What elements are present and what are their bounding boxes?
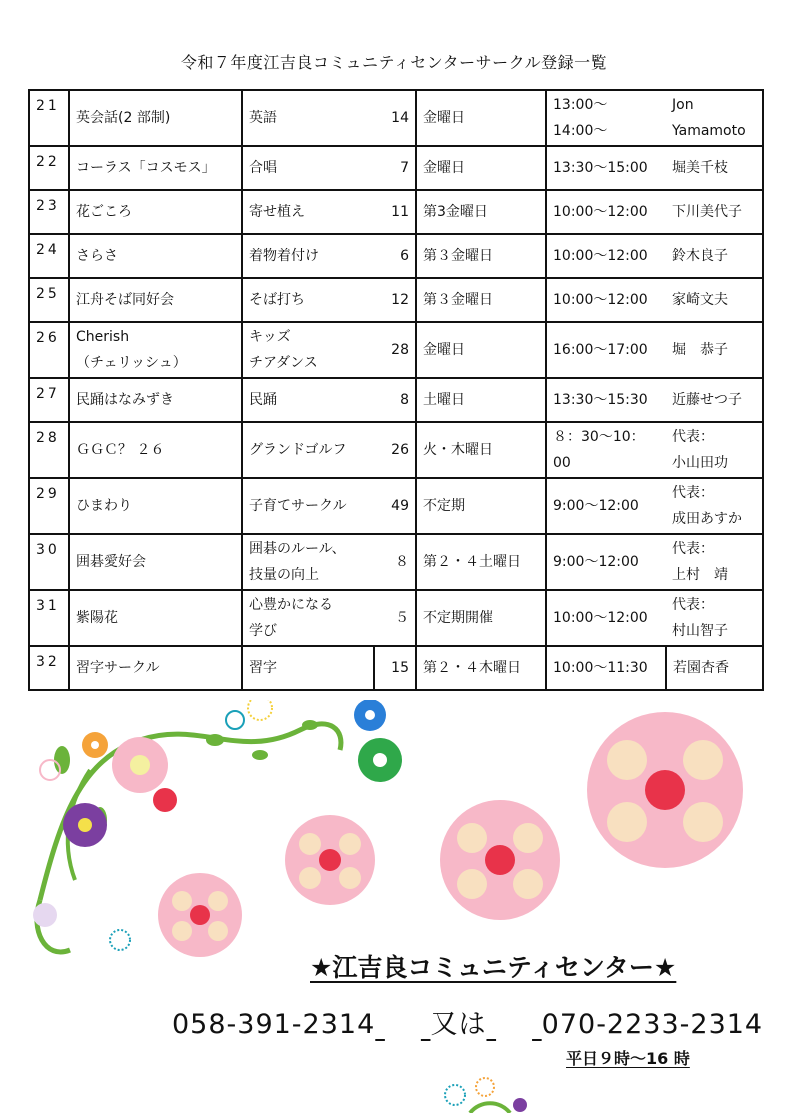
circle-activity: [242, 422, 374, 478]
circle-name-line: Cherish: [76, 329, 130, 345]
circle-activity-line: グランドゴルフ: [249, 442, 347, 458]
meeting-time-line: 10:00～12:00: [553, 610, 648, 626]
meeting-time-line: 9:00～12:00: [553, 498, 639, 514]
circle-leader: [666, 478, 763, 534]
meeting-time: [546, 422, 666, 478]
circle-activity: [242, 190, 374, 234]
circle-activity: [242, 322, 374, 378]
circle-number: 23: [29, 190, 69, 234]
meeting-day: 第3金曜日: [416, 190, 546, 234]
circle-leader: [666, 278, 763, 322]
circle-name-line: ひまわり: [76, 498, 132, 514]
meeting-time-line: 10:00～12:00: [553, 248, 648, 264]
member-count: 14: [374, 90, 416, 146]
meeting-day: 土曜日: [416, 378, 546, 422]
circle-name-line: コーラス「コスモス」: [76, 160, 216, 176]
circle-name-line: さらさ: [76, 248, 118, 264]
circle-number: 28: [29, 422, 69, 478]
flower-decoration: [0, 700, 788, 970]
bottom-flower-decoration: [430, 1075, 550, 1113]
circle-name-line: （チェリッシュ）: [76, 355, 187, 371]
meeting-time: [546, 234, 666, 278]
circle-activity: [242, 478, 374, 534]
circle-leader-line: 若園杏香: [673, 660, 729, 676]
circle-number: 32: [29, 646, 69, 690]
opening-hours: 平日９時～16 時: [566, 1049, 690, 1068]
member-count: 15: [374, 646, 416, 690]
circle-leader-line: 家崎文夫: [672, 292, 728, 308]
meeting-time: [546, 190, 666, 234]
circle-activity-line: 民踊: [249, 392, 277, 408]
circle-leader-line: 鈴木良子: [672, 248, 728, 264]
circle-leader: [666, 234, 763, 278]
circle-name: [69, 190, 242, 234]
circle-name: [69, 278, 242, 322]
circle-name: [69, 534, 242, 590]
circle-leader-line: 代表：: [672, 485, 714, 501]
member-count: 6: [374, 234, 416, 278]
table-row: [29, 146, 763, 190]
member-count: ８: [374, 534, 416, 590]
meeting-time-line: 9:00～12:00: [553, 554, 639, 570]
circle-leader-line: 小山田功: [672, 455, 728, 471]
circle-leader-line: 代表：: [672, 429, 714, 445]
circle-name-line: 囲碁愛好会: [76, 554, 146, 570]
circle-number: 30: [29, 534, 69, 590]
meeting-time: [546, 378, 666, 422]
circle-leader: [666, 422, 763, 478]
meeting-time: [546, 646, 666, 690]
phone-line: [172, 1002, 763, 1041]
circle-name: [69, 422, 242, 478]
meeting-time-line: 13:30～15:30: [553, 392, 648, 408]
circle-activity: [242, 90, 374, 146]
member-count: 7: [374, 146, 416, 190]
meeting-day: 第３金曜日: [416, 234, 546, 278]
circle-activity-line: キッズ: [249, 329, 291, 345]
table-row: [29, 234, 763, 278]
meeting-time-line: 10:00～12:00: [553, 204, 648, 220]
circle-activity: [242, 378, 374, 422]
circle-name-line: 紫陽花: [76, 610, 118, 626]
circle-activity-line: チアダンス: [249, 355, 318, 371]
meeting-time-line: 13:30～15:00: [553, 160, 648, 176]
meeting-time-line: 10:00～12:00: [553, 292, 648, 308]
circle-activity-line: 囲碁のルール、: [249, 541, 346, 557]
table-row: [29, 378, 763, 422]
page-title: 令和７年度江吉良コミュニティセンターサークル登録一覧: [180, 53, 608, 72]
circle-leader: [666, 646, 763, 690]
circle-activity: [242, 146, 374, 190]
circle-leader-line: 堀 恭子: [672, 342, 728, 358]
meeting-day: 第３金曜日: [416, 278, 546, 322]
circle-name: [69, 90, 242, 146]
center-name: ★江吉良コミュニティセンター★: [310, 953, 677, 982]
circle-activity-line: 英語: [249, 110, 277, 126]
table-row: [29, 478, 763, 534]
circle-activity-line: 合唱: [249, 160, 277, 176]
circle-leader-line: 代表：: [672, 597, 714, 613]
meeting-day: 火・木曜日: [416, 422, 546, 478]
circle-number: 31: [29, 590, 69, 646]
circle-leader-line: 代表：: [672, 541, 714, 557]
circle-name: [69, 478, 242, 534]
circle-number: 26: [29, 322, 69, 378]
circle-leader: [666, 190, 763, 234]
or-label: 又は: [430, 1009, 487, 1040]
circle-activity-line: 子育てサークル: [249, 498, 347, 514]
phone-number-1[interactable]: 058-391-2314: [172, 1009, 376, 1040]
circle-name-line: 習字サークル: [76, 660, 160, 676]
circle-leader-line: 成田あすか: [672, 511, 742, 527]
circle-name-line: 民踊はなみずき: [76, 392, 174, 408]
meeting-time-line: 10:00～11:30: [553, 660, 648, 676]
table-row: [29, 90, 763, 146]
member-count: 8: [374, 378, 416, 422]
meeting-day: 第２・４木曜日: [416, 646, 546, 690]
circle-activity: [242, 590, 374, 646]
circle-activity: [242, 534, 374, 590]
circle-number: 21: [29, 90, 69, 146]
circle-leader-line: Jon: [672, 97, 694, 113]
table-row: [29, 422, 763, 478]
circle-activity: [242, 646, 374, 690]
meeting-time: [546, 534, 666, 590]
table-row: [29, 646, 763, 690]
circle-activity-line: 習字: [249, 660, 277, 676]
circle-number: 22: [29, 146, 69, 190]
circle-number: 27: [29, 378, 69, 422]
table-row: [29, 590, 763, 646]
table-row: [29, 534, 763, 590]
meeting-time: [546, 478, 666, 534]
meeting-day: 不定期開催: [416, 590, 546, 646]
meeting-time: [546, 322, 666, 378]
member-count: 26: [374, 422, 416, 478]
circle-number: 24: [29, 234, 69, 278]
meeting-time: [546, 278, 666, 322]
meeting-time-line: 13:00～: [553, 97, 608, 113]
table-row: [29, 190, 763, 234]
meeting-time: [546, 590, 666, 646]
circle-number: 25: [29, 278, 69, 322]
circle-name-line: 英会話(2 部制): [76, 110, 171, 126]
meeting-day: 不定期: [416, 478, 546, 534]
circle-activity: [242, 234, 374, 278]
circle-name-line: 江舟そば同好会: [76, 292, 174, 308]
meeting-day: 金曜日: [416, 90, 546, 146]
circle-leader: [666, 590, 763, 646]
circle-table: [28, 89, 764, 691]
circle-name: [69, 590, 242, 646]
circle-activity-line: そば打ち: [249, 292, 305, 308]
circle-name-line: 花ごころ: [76, 204, 132, 220]
circle-activity-line: 心豊かになる: [249, 597, 333, 613]
circle-number: 29: [29, 478, 69, 534]
circle-activity-line: 学び: [249, 623, 277, 639]
member-count: 49: [374, 478, 416, 534]
circle-activity-line: 寄せ植え: [249, 204, 305, 220]
member-count: 12: [374, 278, 416, 322]
circle-leader: [666, 378, 763, 422]
circle-leader: [666, 534, 763, 590]
circle-activity: [242, 278, 374, 322]
member-count: ５: [374, 590, 416, 646]
circle-leader: [666, 90, 763, 146]
circle-leader: [666, 146, 763, 190]
meeting-time: [546, 90, 666, 146]
phone-number-2[interactable]: 070-2233-2314: [541, 1009, 764, 1040]
circle-leader-line: Yamamoto: [672, 123, 746, 139]
circle-leader-line: 上村 靖: [672, 567, 728, 583]
table-row: [29, 278, 763, 322]
meeting-time-line: ８：30～10：00: [553, 429, 645, 471]
meeting-day: 金曜日: [416, 146, 546, 190]
circle-leader-line: 近藤せつ子: [672, 392, 742, 408]
meeting-day: 第２・４土曜日: [416, 534, 546, 590]
circle-leader-line: 村山智子: [672, 623, 728, 639]
circle-leader-line: 堀美千枝: [672, 160, 728, 176]
meeting-time-line: 16:00～17:00: [553, 342, 648, 358]
circle-name: [69, 146, 242, 190]
circle-name-line: ＧＧＣ？ ２６: [76, 442, 165, 458]
member-count: 28: [374, 322, 416, 378]
circle-leader: [666, 322, 763, 378]
circle-activity-line: 着物着付け: [249, 248, 319, 264]
table-row: [29, 322, 763, 378]
circle-name: [69, 646, 242, 690]
circle-name: [69, 234, 242, 278]
member-count: 11: [374, 190, 416, 234]
meeting-time: [546, 146, 666, 190]
circle-name: [69, 322, 242, 378]
circle-leader-line: 下川美代子: [672, 204, 742, 220]
meeting-day: 金曜日: [416, 322, 546, 378]
circle-activity-line: 技量の向上: [249, 567, 319, 583]
circle-name: [69, 378, 242, 422]
meeting-time-line: 14:00～: [553, 123, 608, 139]
